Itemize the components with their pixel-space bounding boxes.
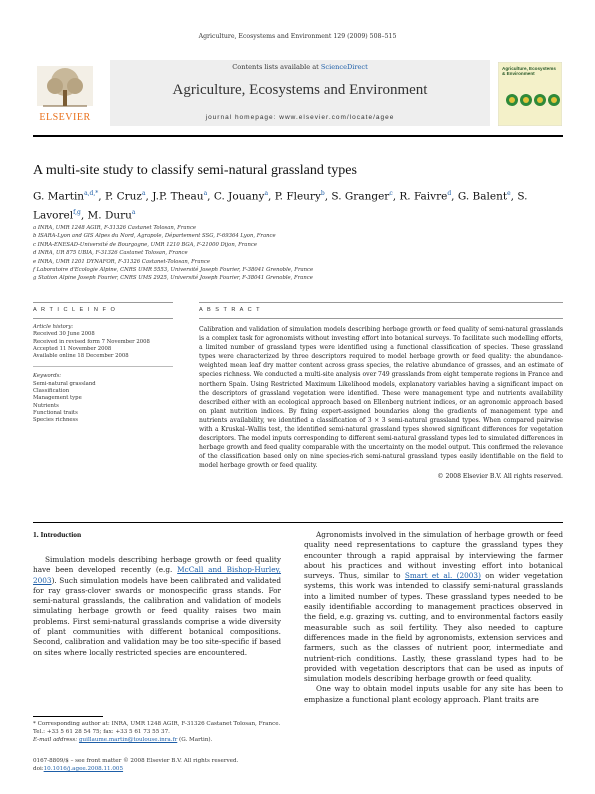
- abstract-rule: [199, 302, 563, 303]
- author-affiliation-mark[interactable]: a,d,*: [84, 190, 99, 197]
- author-affiliation-mark[interactable]: a: [131, 208, 136, 216]
- author-affiliation-mark[interactable]: a: [203, 190, 208, 197]
- col2-paragraph-1: Agronomists involved in the simulation of herbage growth or feed quality need representations to capture the grassland types they encounter through a rapid appraisal by interviewing the farmer about his practices and without investing effort into botanical surveys. Thus, similar to Smart et al. (2003) on wider vegetation systems, this work was intended to classify semi-natural grasslands into a limited number of types. These grassland types needed to be easily identifiable according to management practices observed in the field, e.g. grazing vs. cutting, and to environmental factors easily measurable such as soil fertility. They also needed to capture differences made in the field by agronomists, extension services and farmers, such as the classes of nutrient poor, intermediate and nutrient-rich conditions. Lastly, these grassland types had to be provided with vegetation descriptors that can be used as inputs of simulation models describing herbage growth or feed quality.: [304, 530, 563, 684]
- keywords-label: Keywords:: [33, 373, 62, 380]
- keyword-lines: [33, 381, 173, 425]
- author-affiliation-mark[interactable]: c: [389, 190, 393, 197]
- keyword: Semi-natural grassland: [33, 380, 96, 387]
- abstract-label: A B S T R A C T: [199, 307, 261, 313]
- author-affiliation-mark[interactable]: e: [507, 190, 511, 197]
- journal-cover: [498, 62, 562, 126]
- author-affiliation-mark[interactable]: a: [264, 190, 269, 197]
- author-name: P. Cruz: [104, 190, 142, 203]
- author-affiliation-mark[interactable]: f,g: [73, 208, 81, 216]
- keyword: Nutrients: [33, 402, 59, 409]
- copyright: © 2008 Elsevier B.V. All rights reserved.: [437, 472, 563, 480]
- header-rule: [33, 135, 563, 137]
- doi-line: doi:10.1016/j.agee.2008.11.005: [33, 766, 124, 772]
- info-rule-2: [33, 318, 173, 319]
- issn-line: 0167-8809/$ – see front matter © 2008 Elsevier B.V. All rights reserved.: [33, 758, 239, 764]
- affiliation-line: a INRA, UMR 1248 AGIR, F-31326 Castanet Tolosan, France: [33, 225, 197, 231]
- history-line: Received in revised form 7 November 2008: [33, 338, 150, 345]
- contents-line: Contents lists available at ScienceDirect: [232, 63, 368, 71]
- author-affiliation-mark[interactable]: a: [141, 190, 146, 197]
- elsevier-logo: [33, 62, 97, 126]
- author-list: G. Martin$^{a,d,*}$, P. Cruz$^a$, J.P. Theau$^a$, C. Jouany$^a$, P. Fleury$^b$, S. Granger$^c$, R. Faivre$^d$, G. Balent$^e$, S. Lavorel$^{f,g}$, M. Duru$^a$: [33, 190, 528, 221]
- intro-heading: 1. Introduction: [33, 530, 82, 539]
- article-info-label: A R T I C L E I N F O: [33, 307, 117, 313]
- history-line: Received 30 June 2008: [33, 331, 95, 338]
- cover-title: Agriculture, Ecosystems & Environment: [502, 66, 556, 77]
- front-matter: [33, 757, 281, 773]
- journal-title: Agriculture, Ecosystems and Environment: [172, 82, 428, 98]
- history-lines: [33, 331, 173, 360]
- history-label: Article history:: [33, 324, 74, 330]
- author-name: S. Granger: [331, 190, 390, 203]
- journal-homepage[interactable]: journal homepage: www.elsevier.com/locate/agee: [205, 114, 395, 121]
- affiliation-line: d INRA, UR 875 UBIA, F-31326 Castanet Tolosan, France: [33, 250, 188, 257]
- affiliation-line: f Laboratoire d'Ecologie Alpine, CNRS UMR 5553, Université Joseph Fourier, F-38041 Grenoble, France: [33, 267, 314, 274]
- doi-link[interactable]: 10.1016/j.agee.2008.11.005: [43, 766, 124, 772]
- citation-link[interactable]: Smart et al. (2003): [404, 571, 481, 581]
- column-1: [33, 555, 281, 658]
- col1-paragraph: Simulation models describing herbage growth or feed quality have been developed recently (e.g. McCall and Bishop-Hurley, 2003). Such simulation models have been calibrated and validated for ray grass-clover swards or monospecific grass stands. For semi-natural grasslands, the calibration and validation of models simulating herbage growth or feed quality raises two main problems. First semi-natural grasslands comprise a wide diversity of plant communities with different botanical compositions. Second, calibration and validation may be too site-specific if based on sites where locally restricted species are encountered.: [33, 555, 282, 657]
- article-title: A multi-site study to classify semi-natural grassland types: [33, 163, 357, 178]
- keyword: Management type: [33, 395, 82, 402]
- column-2: [304, 530, 563, 705]
- author-name: R. Faivre: [399, 190, 448, 203]
- email-link[interactable]: guillaume.martin@toulouse.inra.fr: [78, 737, 178, 743]
- keyword: Species richness: [33, 417, 78, 424]
- history-line: Accepted 11 November 2008: [33, 345, 112, 352]
- corresponding-author: * Corresponding author at: INRA, UMR 1248 AGIR, F-31326 Castanet Tolosan, France. Tel.: +33 5 61 28 54 75; fax: +33 5 61 73 55 37.: [33, 721, 281, 735]
- affiliations: [33, 224, 563, 283]
- footnote: [33, 720, 281, 744]
- keywords-rule: [33, 366, 173, 367]
- abstract-text: [199, 325, 563, 481]
- keyword: Classification: [33, 388, 70, 395]
- publisher-name: ELSEVIER: [39, 112, 91, 123]
- affiliation-line: e INRA, UMR 1201 DYNAFOR, F-31326 Castanet-Tolosan, France: [33, 258, 211, 265]
- journal-reference: Agriculture, Ecosystems and Environment 129 (2009) 508–515: [198, 33, 397, 40]
- article-info: [33, 324, 173, 425]
- author-name: G. Martin: [33, 190, 85, 203]
- author-name: S. Lavorel: [33, 190, 528, 221]
- affiliation-line: c INRA-ENESAD-Université de Bourgogne, UMR 1210 BGA, F-21000 Dijon, France: [33, 241, 257, 248]
- keyword: Functional traits: [33, 409, 78, 416]
- history-line: Available online 18 December 2008: [33, 353, 129, 360]
- affiliation-line: b ISARA-Lyon and GIS Alpes du Nord, Agrapole, Département SSG, F-69364 Lyon, France: [33, 233, 276, 240]
- author-name: M. Duru: [87, 209, 132, 221]
- author-affiliation-mark[interactable]: d: [447, 190, 452, 197]
- info-rule: [33, 302, 173, 303]
- author-name: G. Balent: [457, 190, 508, 203]
- citation-link[interactable]: McCall and Bishop-Hurley, 2003: [33, 565, 282, 585]
- author-name: C. Jouany: [213, 190, 265, 203]
- author-name: P. Fleury: [274, 190, 321, 203]
- author-affiliation-mark[interactable]: b: [320, 190, 325, 197]
- email-line: E-mail address: guillaume.martin@toulouse.inra.fr (G. Martin).: [33, 737, 213, 743]
- affiliation-line: g Station Alpine Joseph Fourier, CNRS UMS 2925, Université Joseph Fourier, F-38041 Grenoble, France: [33, 275, 313, 282]
- footnote-rule: [33, 716, 103, 717]
- sciencedirect-link[interactable]: ScienceDirect: [320, 63, 368, 71]
- abstract-body: Calibration and validation of simulation models describing herbage growth or feed quality of semi-natural grasslands is a complex task for agronomists without investing effort into botanical surveys. To facilitate such modelling efforts, a limited number of grassland types were identified using a functional classification of species. These grassland types were characterized by three descriptors required to model herbage growth or feed quality: the abundance-weighted mean leaf dry matter content across grass species, the relative abundance of grasses, and an estimate of species richness. We conducted a multi-site analysis over 749 grasslands from eight temperate regions in France and northern Spain. Using Restricted Maximum Likelihood models, explanatory variables having a significant impact on the descriptors of grassland vegetation were identified. These were management type and nutrients availability described either with an ecological approach based on Ellenberg nutrient indices, or an agronomic approach based on plant nutrition indices. By fixing expert-assigned boundaries along the gradients of management type and nutrients availability, we identified a classification of 3 × 3 semi-natural grassland types. When compared pairwise with a Kruskal–Wallis test, the identified semi-natural grassland types showed significant differences for vegetation descriptors. The model inputs corresponding to different semi-natural grassland types led to simulated differences in herbage growth and feed quality comparable with the uncertainty on the model output. This confirmed the relevance of the classification based only on nine species-rich semi-natural grassland types easily identifiable on the field to model herbage growth or feed quality.: [199, 326, 563, 470]
- abstract-rule-2: [199, 318, 563, 319]
- body-rule: [33, 522, 563, 523]
- col2-paragraph-2: One way to obtain model inputs usable for any site has been to emphasize a functional plant ecology approach. Plant traits are: [304, 684, 563, 704]
- author-name: J.P. Theau: [152, 190, 204, 203]
